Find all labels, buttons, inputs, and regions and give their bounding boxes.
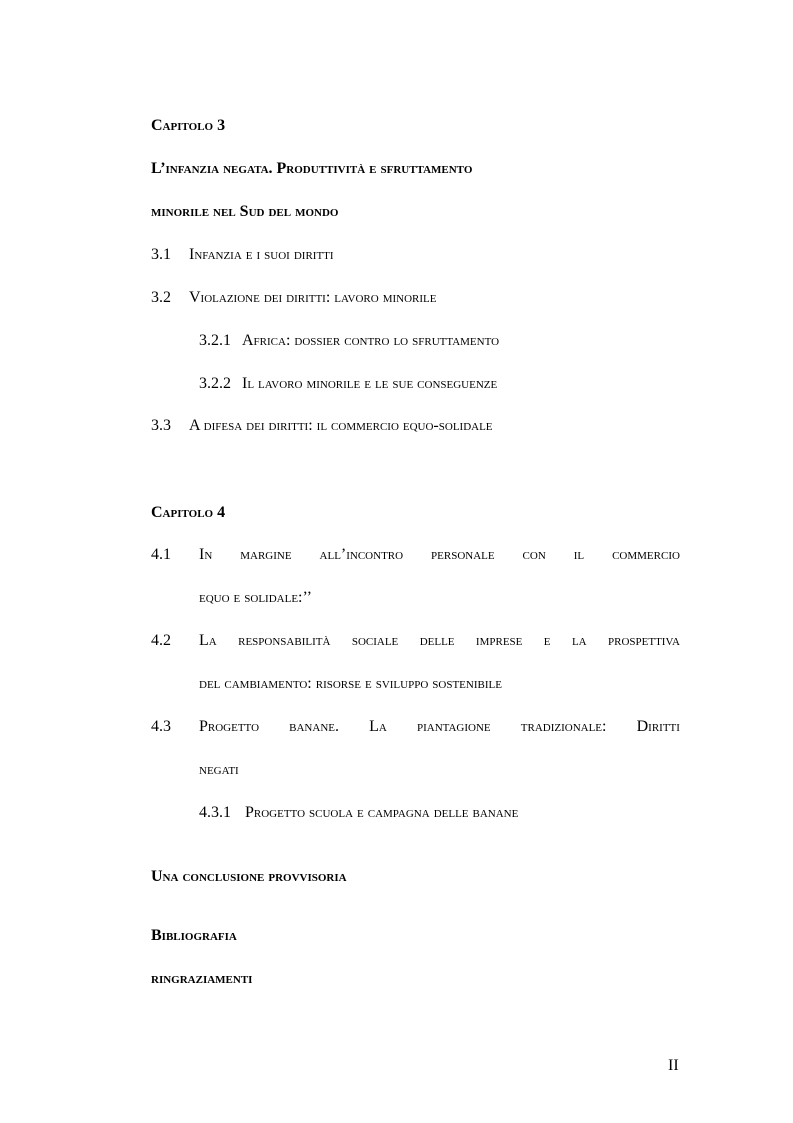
toc-entry-number: 4.1 [151,546,171,563]
word: imprese [475,632,523,649]
word: prospettiva [608,632,680,649]
word: In [199,546,213,563]
word: Progetto [199,718,260,735]
toc-entry-text-line-2: negati [199,761,239,778]
toc-entry-text-line-1 [199,717,680,737]
word: la [571,632,587,649]
word: margine [240,546,292,563]
toc-entry-text: Violazione dei diritti: lavoro minorile [189,289,437,306]
toc-entry-text: Infanzia e i suoi diritti [189,246,334,263]
word: La [199,632,217,649]
toc-entry-text: Il lavoro minorile e le sue conseguenze [242,375,498,392]
toc-entry-text-line-2: equo e solidale:’’ [199,589,312,606]
word: commercio [612,546,680,563]
word: e [543,632,551,649]
toc-entry-number: 3.2.1 [199,332,231,349]
word: banane. [289,718,339,735]
acknowledgements-heading: ringraziamenti [151,970,253,987]
toc-entry-number: 3.2 [151,289,171,306]
toc-entry-number: 3.2.2 [199,375,231,392]
toc-entry-text-line-1 [199,545,680,565]
toc-entry-number: 4.3 [151,718,171,735]
word: La [369,718,387,735]
word: Diritti [636,718,680,735]
chapter-3-title-line-2: minorile nel Sud del mondo [151,203,339,220]
toc-entry-number: 4.2 [151,632,171,649]
word: personale [431,546,495,563]
word: sociale [351,632,399,649]
toc-entry-text: Africa: dossier contro lo sfruttamento [242,332,500,349]
toc-entry-number: 4.3.1 [199,804,231,821]
toc-entry-text: Progetto scuola e campagna delle banane [245,804,519,821]
toc-entry-text-line-1 [199,631,680,651]
toc-entry-text: A difesa dei diritti: il commercio equo-solidale [189,417,493,434]
bibliography-heading: Bibliografia [151,927,237,944]
conclusion-heading: Una conclusione provvisoria [151,868,347,885]
word: delle [419,632,455,649]
toc-entry-text-line-2: del cambiamento: risorse e sviluppo sostenibile [199,675,502,692]
chapter-3-title-line-1: L’infanzia negata. Produttività e sfruttamento [151,160,473,177]
word: piantagione [416,718,491,735]
word: il [573,546,585,563]
word: tradizionale: [520,718,607,735]
toc-entry-number: 3.3 [151,417,171,434]
word: con [522,546,546,563]
word: responsabilità [238,632,331,649]
chapter-4-heading: Capitolo 4 [151,504,226,521]
toc-entry-number: 3.1 [151,246,171,263]
word: all’incontro [319,546,404,563]
page-number: II [668,1057,679,1074]
chapter-3-heading: Capitolo 3 [151,117,226,134]
